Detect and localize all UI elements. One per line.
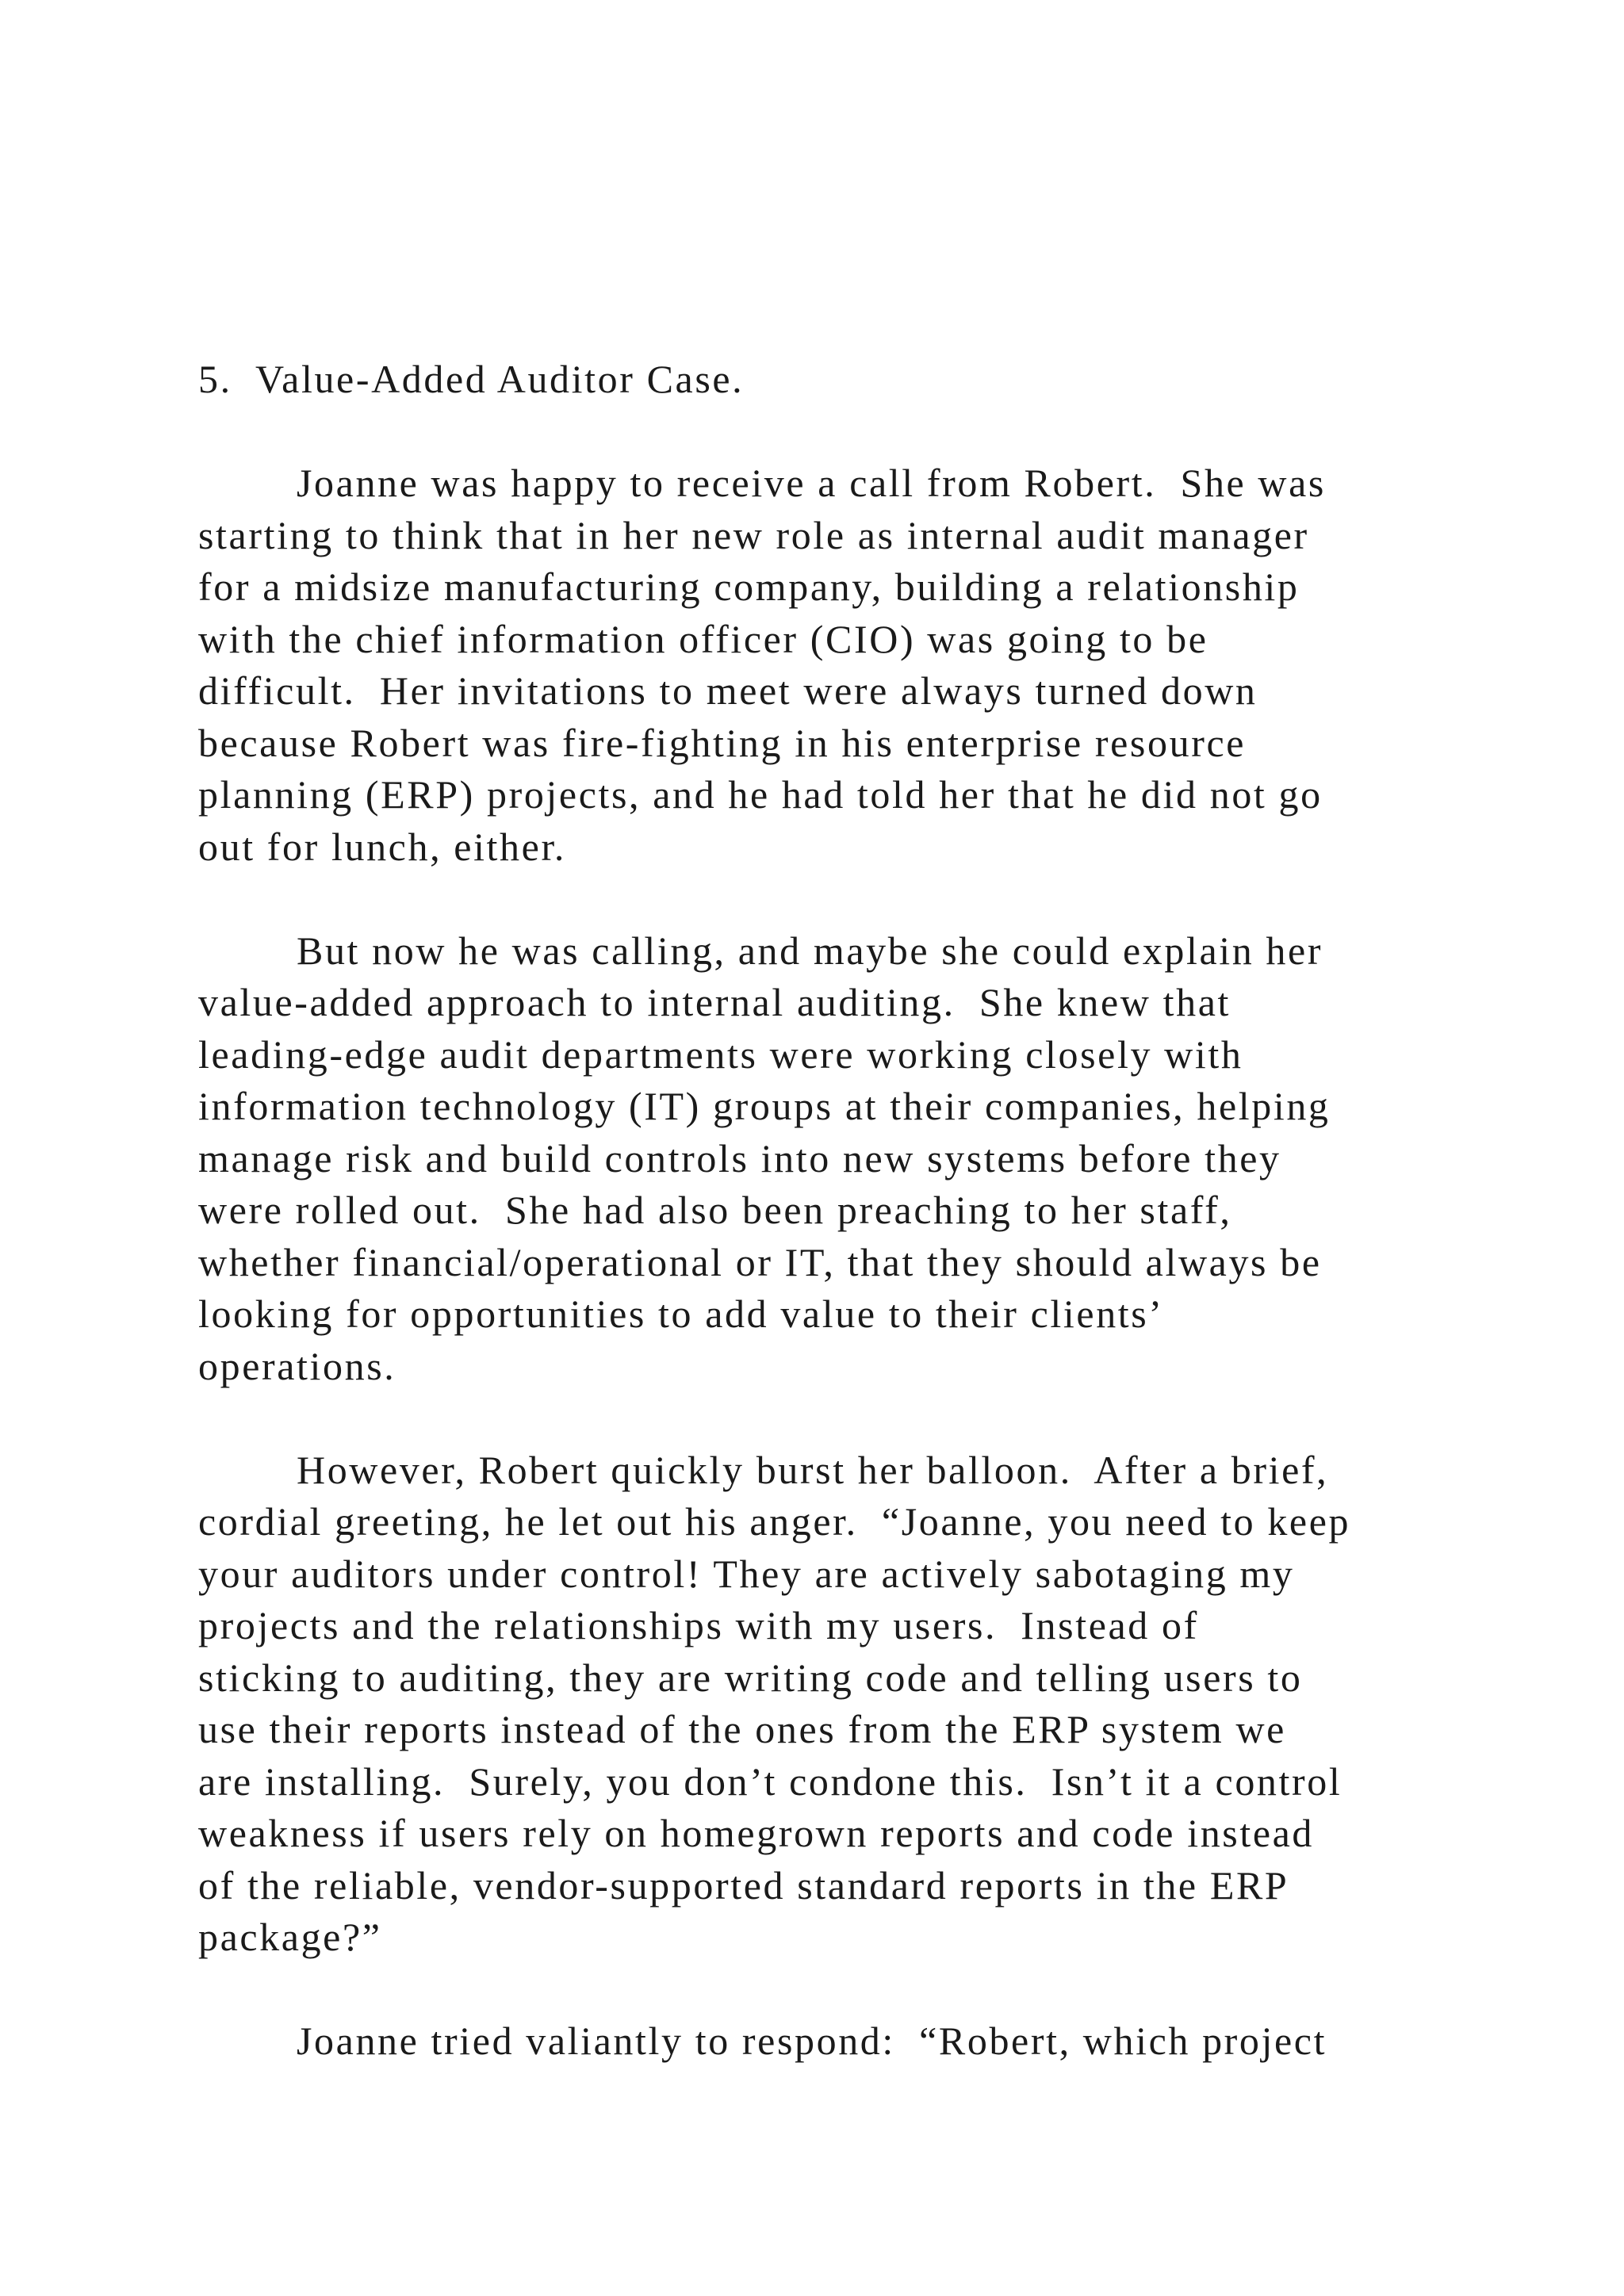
- text-line: leading-edge audit departments were working closely with: [198, 1031, 1243, 1077]
- text-line: are installing. Surely, you don’t condone this. Isn’t it a control: [198, 1758, 1342, 1804]
- text-line: looking for opportunities to add value to their clients’: [198, 1292, 1164, 1336]
- text-line: out for lunch, either.: [198, 824, 567, 869]
- text-line: for a midsize manufacturing company, building a relationship: [198, 564, 1300, 609]
- text-line: with the chief information officer (CIO) was going to be: [198, 616, 1208, 661]
- paragraph-3: [198, 1445, 1515, 1964]
- text-line: Joanne tried valiantly to respond: “Robert, which project: [297, 2019, 1327, 2063]
- text-line: operations.: [198, 1343, 396, 1388]
- text-line: But now he was calling, and maybe she could explain her: [297, 928, 1323, 973]
- text-line: weakness if users rely on homegrown reports and code instead: [198, 1811, 1315, 1855]
- paragraph-1: [198, 457, 1515, 873]
- text-line: planning (ERP) projects, and he had told her that he did not go: [198, 772, 1323, 817]
- text-line: projects and the relationships with my users. Instead of: [198, 1603, 1199, 1647]
- text-line: Joanne was happy to receive a call from Robert. She was: [297, 461, 1326, 505]
- text-line: cordial greeting, he let out his anger. “Joanne, you need to keep: [198, 1499, 1351, 1544]
- section-heading: 5. Value-Added Auditor Case.: [198, 357, 745, 401]
- text-line: starting to think that in her new role as internal audit manager: [198, 512, 1309, 557]
- paragraph-4: [198, 2015, 1515, 2068]
- text-line: were rolled out. She had also been preaching to her staff,: [198, 1188, 1232, 1232]
- text-line: difficult. Her invitations to meet were always turned down: [198, 668, 1258, 713]
- text-line: However, Robert quickly burst her balloon. After a brief,: [297, 1447, 1329, 1492]
- text-line: package?”: [198, 1915, 382, 1959]
- text-line: use their reports instead of the ones from the ERP system we: [198, 1707, 1286, 1751]
- text-line: of the reliable, vendor-supported standard reports in the ERP: [198, 1862, 1289, 1908]
- text-line: because Robert was fire-fighting in his enterprise resource: [198, 720, 1247, 765]
- text-line: information technology (IT) groups at their companies, helping: [198, 1084, 1331, 1128]
- text-line: sticking to auditing, they are writing code and telling users to: [198, 1655, 1303, 1700]
- text-line: whether financial/operational or IT, that they should always be: [198, 1239, 1322, 1284]
- paragraph-2: [198, 925, 1515, 1393]
- text-line: manage risk and build controls into new systems before they: [198, 1135, 1281, 1181]
- text-line: your auditors under control! They are actively sabotaging my: [198, 1551, 1295, 1596]
- text-line: value-added approach to internal auditing. She knew that: [198, 980, 1231, 1024]
- document-body: [198, 354, 1515, 2119]
